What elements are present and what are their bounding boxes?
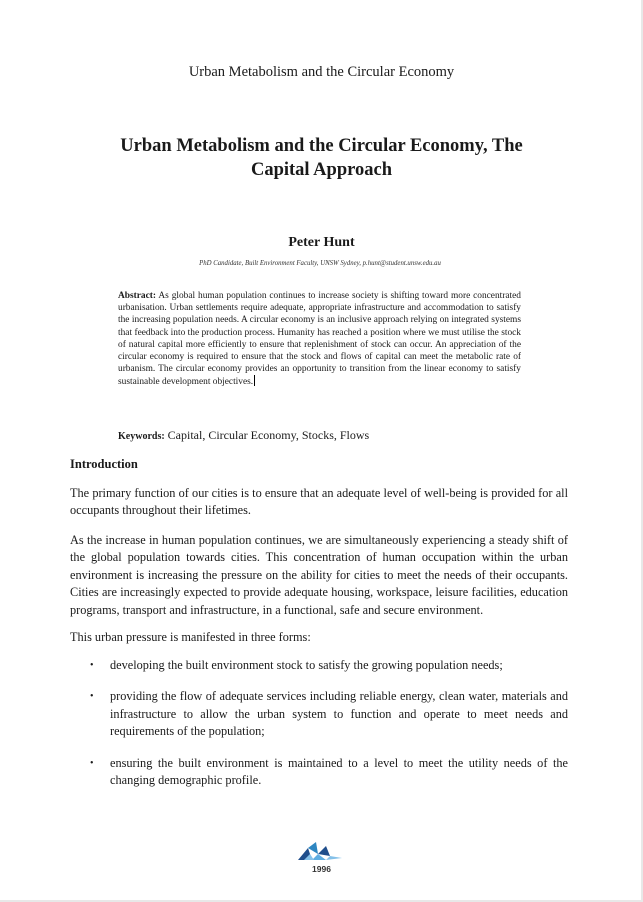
list-item xyxy=(90,755,568,790)
page-number: 1996 xyxy=(312,864,331,874)
list-item xyxy=(90,657,568,674)
list-item xyxy=(90,688,568,740)
bullet-icon: • xyxy=(90,691,94,703)
bullet-list xyxy=(90,657,568,803)
keywords-text: Capital, Circular Economy, Stocks, Flows xyxy=(167,428,370,442)
paragraph: The primary function of our cities is to ensure that an adequate level of well-being is provided for all occupants throughout their lifetimes. xyxy=(70,486,568,518)
abstract-text: As global human population continues to increase society is shifting toward more concentrated urbanisation. Urban settlements require adequate, appropriate infrastructure and accommodation to satisfy the increasing population needs. A circular economy is an inclusive approach relying on integrated systems that feedback into the production process. Humanity has reached a position where we must utilise the stock of natural capital more efficiently to ensure that replenishment of stock can occur. An appreciation of the circular economy is required to ensure that the stock and flows of capital can meet the metabolic rate of urbanism. The circular economy provides an opportunity to transition from the linear economy to satisfy sustainable development objectives. xyxy=(118,291,521,388)
author-affiliation: PhD Candidate, Built Environment Faculty, UNSW Sydney, p.hunt@student.unsw.edu.au xyxy=(199,260,441,267)
section-heading-introduction: Introduction xyxy=(70,457,138,471)
conference-logo-icon xyxy=(296,840,344,862)
list-item-text: ensuring the built environment is maintained to a level to meet the utility needs of the changing demographic profile. xyxy=(110,755,568,788)
text-cursor xyxy=(254,375,255,386)
list-item-text: providing the flow of adequate services including reliable energy, clean water, materials and infrastructure to allow the urban system to function and operate to meet needs and requirements of the population; xyxy=(110,689,568,739)
abstract xyxy=(118,290,521,389)
running-header: Urban Metabolism and the Circular Economy xyxy=(188,64,455,80)
paragraph: As the increase in human population continues, we are simultaneously experiencing a steady shift of the global population towards cities. This concentration of human occupation within the urban environment is increasing the pressure on the ability for cities to meet the needs of their occupants. Cities are increasingly expected to provide adequate housing, workspace, leisure facilities, education programs, transport and infrastructure, in a functional, safe and secure environment. xyxy=(70,533,568,617)
bullet-icon: • xyxy=(90,660,94,671)
paper-title: Urban Metabolism and the Circular Economy, The Capital Approach xyxy=(120,136,523,180)
paragraph: This urban pressure is manifested in three forms: xyxy=(70,630,311,644)
keywords-label: Keywords: xyxy=(118,431,165,442)
author-name: Peter Hunt xyxy=(288,235,355,250)
abstract-label: Abstract: xyxy=(118,291,157,301)
bullet-icon: • xyxy=(90,757,94,769)
list-item-text: developing the built environment stock to satisfy the growing population needs; xyxy=(110,658,503,672)
keywords xyxy=(118,428,521,443)
